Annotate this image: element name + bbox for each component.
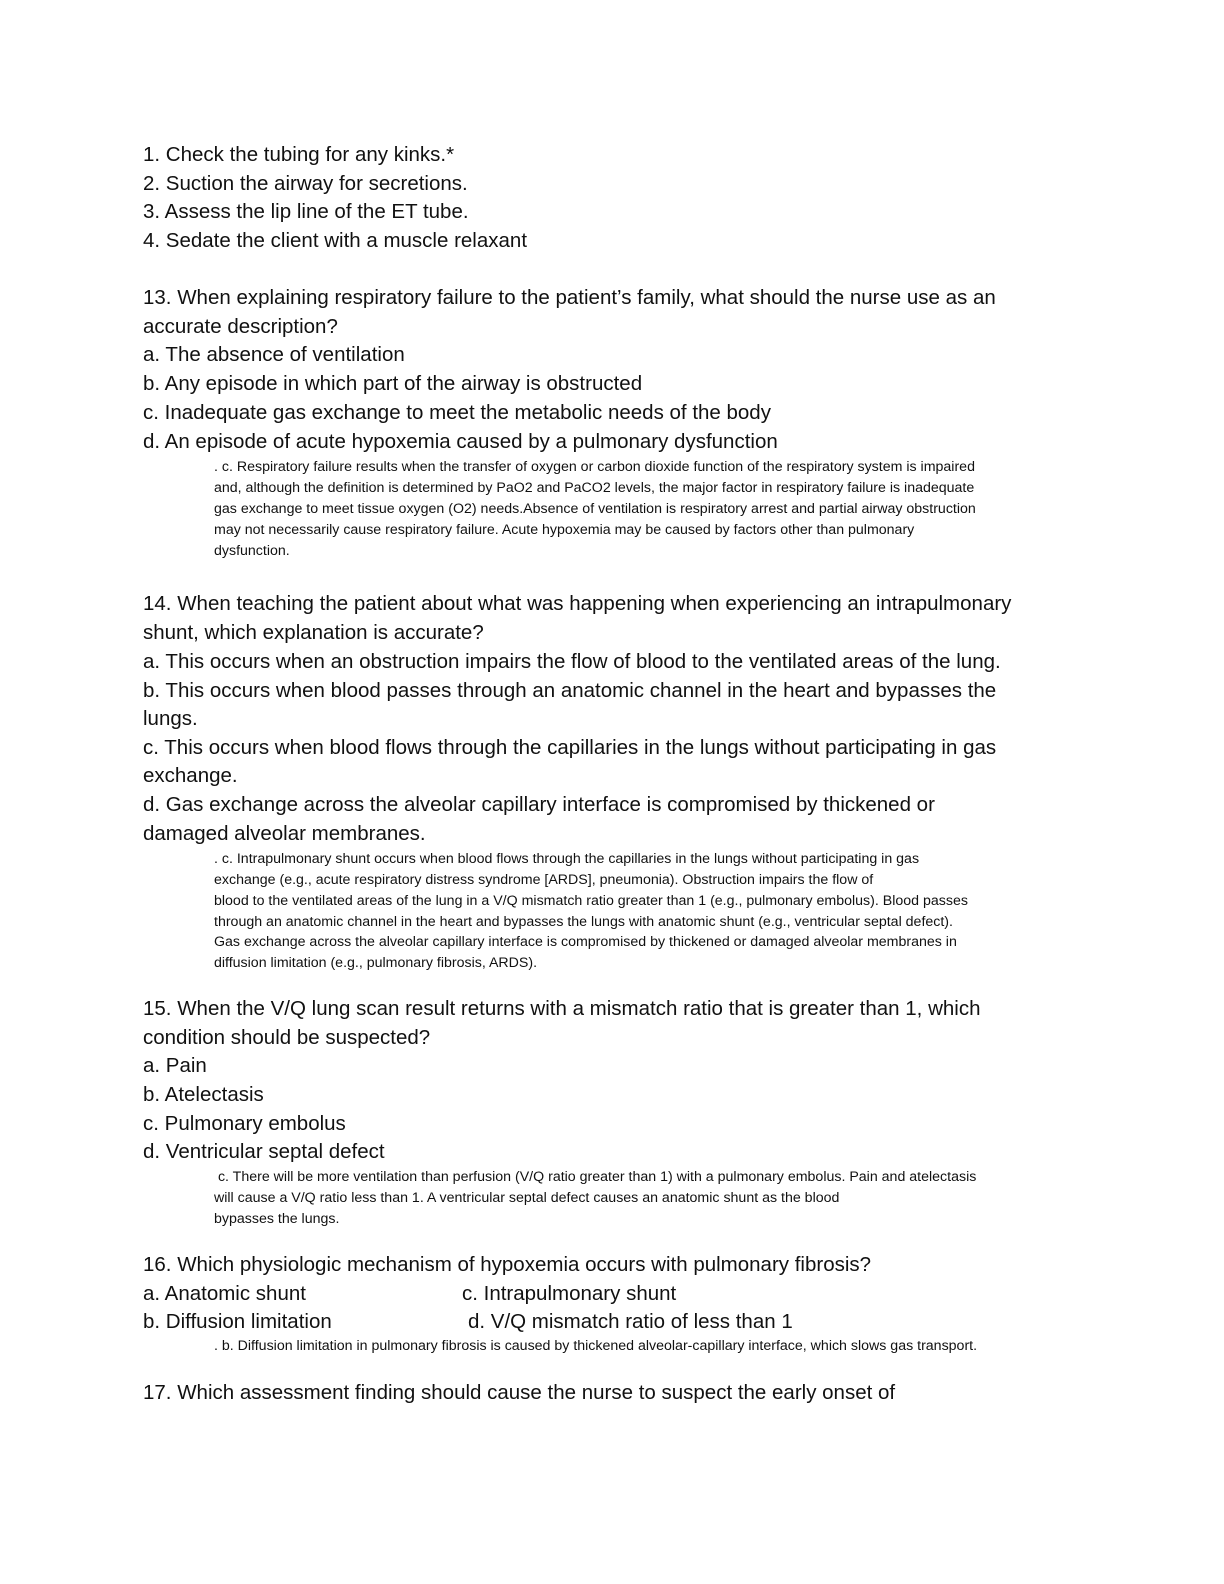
q17-question: 17. Which assessment finding should cause the nurse to suspect the early onset of [143, 1381, 896, 1404]
q15-option-c: c. Pulmonary embolus [143, 1112, 346, 1135]
q13-question-line-1: 13. When explaining respiratory failure to the patient’s family, what should the nurse use as an [143, 286, 996, 309]
q13-option-d: d. An episode of acute hypoxemia caused by a pulmonary dysfunction [143, 430, 778, 453]
q15-option-b: b. Atelectasis [143, 1083, 264, 1106]
prev-option-4: 4. Sedate the client with a muscle relaxant [143, 229, 528, 252]
q13-rationale-line-3: gas exchange to meet tissue oxygen (O2) needs.Absence of ventilation is respiratory arrest and partial airway obstruction [214, 501, 976, 517]
prev-option-1: 1. Check the tubing for any kinks.* [143, 143, 455, 166]
prev-option-3: 3. Assess the lip line of the ET tube. [143, 200, 469, 223]
q14-option-d-line-1: d. Gas exchange across the alveolar capillary interface is compromised by thickened or [143, 793, 935, 816]
q15-rationale-line-2: will cause a V/Q ratio less than 1. A ventricular septal defect causes an anatomic shunt as the blood [214, 1190, 840, 1206]
q14-option-b-line-2: lungs. [143, 707, 198, 730]
q13-rationale-line-5: dysfunction. [214, 543, 290, 559]
q15-rationale-line-1: c. There will be more ventilation than perfusion (V/Q ratio greater than 1) with a pulmonary embolus. Pain and atelectasis [214, 1169, 977, 1185]
q14-rationale-line-1: . c. Intrapulmonary shunt occurs when blood flows through the capillaries in the lungs without participating in gas [214, 851, 920, 867]
q14-rationale-line-5: Gas exchange across the alveolar capillary interface is compromised by thickened or damaged alveolar membranes in [214, 934, 957, 950]
q13-option-c: c. Inadequate gas exchange to meet the metabolic needs of the body [143, 401, 771, 424]
q13-question-line-2: accurate description? [143, 315, 338, 338]
q15-option-a: a. Pain [143, 1054, 207, 1077]
q14-rationale-line-2: exchange (e.g., acute respiratory distress syndrome [ARDS], pneumonia). Obstruction impairs the flow of [214, 872, 874, 888]
q13-rationale-line-2: and, although the definition is determined by PaO2 and PaCO2 levels, the major factor in respiratory failure is inadequate [214, 480, 975, 496]
q15-option-d: d. Ventricular septal defect [143, 1140, 385, 1163]
q13-rationale-line-4: may not necessarily cause respiratory failure. Acute hypoxemia may be caused by factors other than pulmonary [214, 522, 915, 538]
q16-option-a: a. Anatomic shunt [143, 1282, 306, 1305]
q16-option-b: b. Diffusion limitation [143, 1310, 332, 1333]
q14-option-c-line-1: c. This occurs when blood flows through the capillaries in the lungs without participating in gas [143, 736, 997, 759]
q13-option-a: a. The absence of ventilation [143, 343, 405, 366]
q15-question-line-2: condition should be suspected? [143, 1026, 431, 1049]
q16-rationale: . b. Diffusion limitation in pulmonary fibrosis is caused by thickened alveolar-capillary interface, which slows gas transport. [214, 1338, 978, 1354]
q14-rationale-line-4: through an anatomic channel in the heart and bypasses the lungs with anatomic shunt (e.g., ventricular septal defect). [214, 914, 953, 930]
q14-option-b-line-1: b. This occurs when blood passes through an anatomic channel in the heart and bypasses the [143, 679, 997, 702]
q13-option-b: b. Any episode in which part of the airway is obstructed [143, 372, 643, 395]
q16-option-d: d. V/Q mismatch ratio of less than 1 [468, 1310, 793, 1333]
q16-option-c: c. Intrapulmonary shunt [462, 1282, 677, 1305]
prev-option-2: 2. Suction the airway for secretions. [143, 172, 468, 195]
q14-option-c-line-2: exchange. [143, 764, 238, 787]
q15-rationale-line-3: bypasses the lungs. [214, 1211, 340, 1227]
q15-question-line-1: 15. When the V/Q lung scan result returns with a mismatch ratio that is greater than 1, which [143, 997, 981, 1020]
q14-rationale-line-6: diffusion limitation (e.g., pulmonary fibrosis, ARDS). [214, 955, 538, 971]
q13-rationale-line-1: . c. Respiratory failure results when the transfer of oxygen or carbon dioxide function of the respiratory system is impaired [214, 459, 975, 475]
q16-question: 16. Which physiologic mechanism of hypoxemia occurs with pulmonary fibrosis? [143, 1253, 872, 1276]
q14-rationale-line-3: blood to the ventilated areas of the lung in a V/Q mismatch ratio greater than 1 (e.g., pulmonary embolus). Blood passes [214, 893, 968, 909]
q14-question-line-1: 14. When teaching the patient about what was happening when experiencing an intrapulmonary [143, 592, 1012, 615]
q14-option-a: a. This occurs when an obstruction impairs the flow of blood to the ventilated areas of the lung. [143, 650, 1001, 673]
q14-option-d-line-2: damaged alveolar membranes. [143, 822, 426, 845]
q14-question-line-2: shunt, which explanation is accurate? [143, 621, 484, 644]
